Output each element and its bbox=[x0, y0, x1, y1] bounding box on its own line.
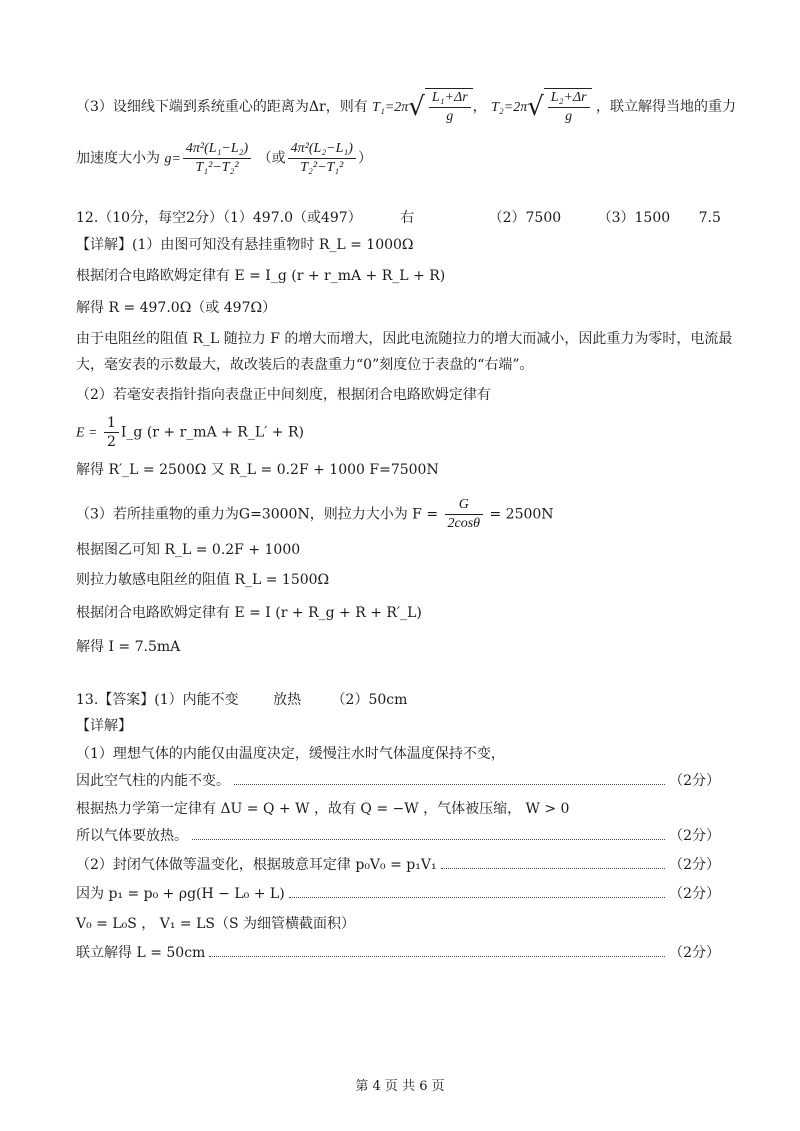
q11-text-c: 加速度大小为 bbox=[76, 150, 160, 167]
q12-detail-1: 【详解】(1）由图可知没有悬挂重物时 R_L = 1000Ω bbox=[76, 237, 414, 253]
q12-ans-3: （3）1500 bbox=[597, 210, 671, 226]
q12-f-frac bbox=[445, 496, 484, 533]
q12-ans-3b: 7.5 bbox=[698, 210, 721, 226]
q12-detail-13: 解得 I = 7.5mA bbox=[76, 639, 181, 655]
q13-score-4: （2分） bbox=[669, 886, 720, 902]
q11-t2-den: g bbox=[565, 109, 573, 124]
q13-line-5: （2）封闭气体做等温变化，根据玻意耳定律 p₀V₀ = p₁V₁ bbox=[76, 857, 437, 873]
q11-or-open: （或 bbox=[257, 150, 286, 167]
q13-detail-3: 根据热力学第一定律有 ΔU = Q + W ，故有 Q = −W ，气体被压缩， W > 0 bbox=[76, 801, 570, 817]
q13-detail-4 bbox=[76, 826, 720, 846]
q11-t1-den: g bbox=[446, 109, 454, 124]
q11-t1-num: L₁+Δr bbox=[429, 89, 471, 108]
q12-detail-6: （2）若毫安表指针指向表盘正中间刻度，根据闭合电路欧姆定律有 bbox=[76, 387, 491, 403]
page-number: 第 4 页 共 6 页 bbox=[355, 1079, 445, 1094]
q11-line2 bbox=[76, 140, 720, 177]
q12-f-den: 2cosθ bbox=[447, 516, 481, 531]
q11-or-close: ） bbox=[357, 150, 372, 167]
q11-g2-den: T₂²−T₁² bbox=[300, 160, 344, 175]
q13-detail-6 bbox=[76, 884, 720, 904]
q13-score-2: （2分） bbox=[669, 828, 720, 844]
q13-detail-2 bbox=[76, 771, 720, 791]
q13-ans-heat: 放热 bbox=[273, 692, 302, 708]
q11-text-b: ，联立解得当地的重力 bbox=[596, 99, 737, 115]
q11-g2-num: 4π²(L₂−L₁) bbox=[288, 140, 356, 159]
q12-detail-8: 解得 R′_L = 2500Ω 又 R_L = 0.2F + 1000 F=7500N bbox=[76, 462, 439, 478]
q12-detail-12: 根据闭合电路欧姆定律有 E = I (r + R_g + R + R′_L) bbox=[76, 605, 422, 621]
q11-g-frac bbox=[183, 140, 251, 177]
q12-ans-1: 12.（10分，每空2分）（1）497.0（或497） bbox=[76, 210, 362, 226]
q12-detail-4: 由于电阻丝的阻值 R_L 随拉力 F 的增大而增大，因此电流随拉力的增大而减小，因此重力为零时，电流最 bbox=[76, 331, 733, 347]
q11-g2-frac bbox=[288, 140, 356, 177]
q13-detail-7: V₀ = L₀S ， V₁ = LS（S 为细管横截面积） bbox=[76, 916, 356, 932]
q13-detail-head: 【详解】 bbox=[76, 718, 132, 734]
q11-text-a: （3）设细线下端到系统重心的距离为Δr，则有 bbox=[76, 99, 368, 115]
q11-g-lhs: g= bbox=[164, 151, 181, 167]
q13-detail-1: （1）理想气体的内能仅由温度决定，缓慢注水时气体温度保持不变， bbox=[76, 746, 505, 762]
q13-score-5: （2分） bbox=[669, 945, 720, 961]
q13-line-2: 因此空气柱的内能不变。 bbox=[76, 773, 230, 789]
q12-e-rhs: I_g (r + r_mA + R_L′ + R) bbox=[120, 424, 304, 441]
q12-half-num: 1 bbox=[104, 414, 119, 433]
q11-t1-lhs: T₁=2π bbox=[372, 100, 409, 115]
q11-t2-lhs: T₂=2π bbox=[491, 100, 528, 115]
q12-f-text: （3）若所挂重物的重力为G=3000N，则拉力大小为 F = bbox=[76, 506, 439, 523]
q12-detail-7 bbox=[76, 414, 720, 451]
q13-detail-8 bbox=[76, 943, 720, 963]
q11-t1-sqrt bbox=[425, 88, 473, 126]
q12-detail-3: 解得 R = 497.0Ω（或 497Ω） bbox=[76, 300, 277, 316]
q12-f-result: = 2500N bbox=[489, 506, 554, 523]
q13-detail-5 bbox=[76, 855, 720, 875]
q12-ans-right: 右 bbox=[400, 210, 415, 226]
q13-score-3: （2分） bbox=[669, 857, 720, 873]
q13-line-6: 因为 p₁ = p₀ + ρg(H − L₀ + L) bbox=[76, 886, 285, 902]
q11-t2-num: L₂+Δr bbox=[548, 89, 590, 108]
q11-g-den: T₁²−T₂² bbox=[195, 160, 239, 175]
q12-half-frac bbox=[104, 414, 119, 451]
q11-g-num: 4π²(L₁−L₂) bbox=[183, 140, 251, 159]
q13-heading bbox=[76, 690, 720, 710]
q12-f-num: G bbox=[445, 496, 484, 515]
q12-half-den: 2 bbox=[106, 434, 116, 450]
q12-detail-9 bbox=[76, 496, 720, 533]
q12-detail-11: 则拉力敏感电阻丝的阻值 R_L = 1500Ω bbox=[76, 572, 330, 588]
q12-heading bbox=[76, 208, 720, 228]
q13-line-4: 所以气体要放热。 bbox=[76, 828, 188, 844]
q12-e-lhs: E = bbox=[76, 425, 98, 441]
q13-ans-1: 13.【答案】(1）内能不变 bbox=[76, 692, 239, 708]
q12-ans-2: （2）7500 bbox=[488, 210, 562, 226]
q11-line1: （3）设细线下端到系统重心的距离为Δr，则有 T₁=2π√ $\frac{\text{L₁+Δr}}{g}$ ， T₂=2π√ $\frac{\text{L₂+Δr}}{g}$ ，联立解得当地的重力 bbox=[76, 90, 737, 124]
q12-detail-2: 根据闭合电路欧姆定律有 E = I_g (r + r_mA + R_L + R) bbox=[76, 268, 446, 284]
q11-comma: ， bbox=[472, 99, 487, 115]
q11-t2-sqrt bbox=[544, 88, 592, 126]
q13-score-1: （2分） bbox=[669, 773, 720, 789]
q13-line-8: 联立解得 L = 50cm bbox=[76, 945, 206, 961]
q12-detail-5: 大，毫安表的示数最大，故改装后的表盘重力“0”刻度位于表盘的“右端”。 bbox=[76, 357, 534, 373]
q13-ans-2: （2）50cm bbox=[331, 692, 408, 708]
q12-detail-10: 根据图乙可知 R_L = 0.2F + 1000 bbox=[76, 542, 301, 558]
